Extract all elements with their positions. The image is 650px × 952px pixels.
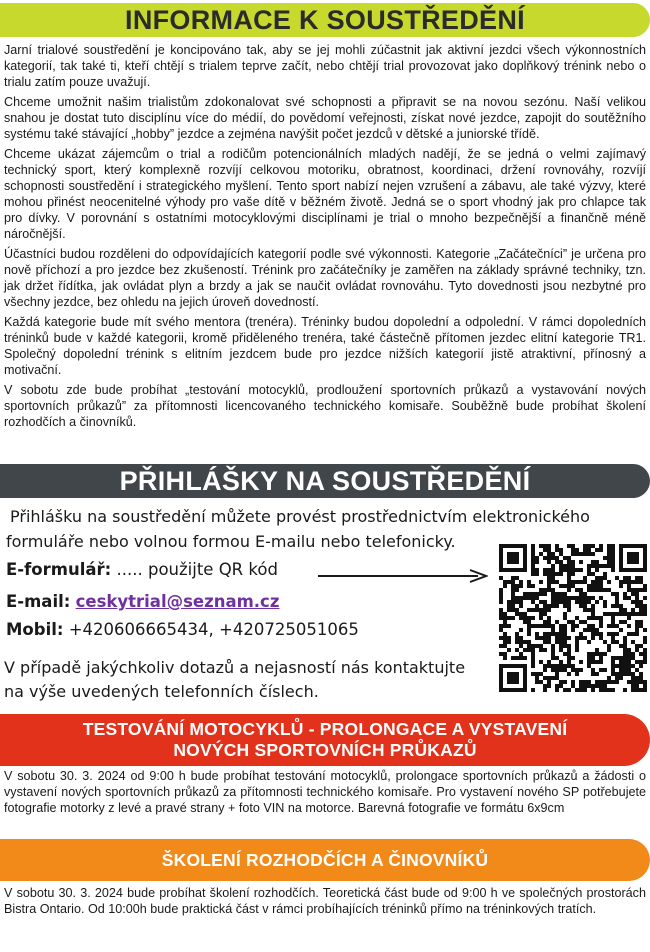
testing-title: TESTOVÁNÍ MOTOCYKLŮ - PROLONGACE A VYSTAVENÍ NOVÝCH SPORTOVNÍCH PRŮKAZŮ bbox=[82, 719, 568, 760]
testing-text: V sobotu 30. 3. 2024 od 9:00 h bude probíhat testování motocyklů, prolongace sportovních průkazů a žádosti o vystavení nových sportovních průkazů za přítomnosti technického komisaře. Pro vystavení nového SP potřebujete fotografie motorky z levé a pravé strany + foto VIN na motorce. Barevná fotografie ve formátu 6x9cm bbox=[4, 769, 646, 815]
intro-paragraph: Jarní trialové soustředění je koncipováno tak, aby se jej mohli zúčastnit jak aktivní jezdci všech výkonnostních kategorií, tak také ti, kteří chtějí s trialem teprve začít, nebo chtějí trial provozovat jako doplňkový trénink nebo o trialu zatím pouze uvažují. bbox=[4, 43, 646, 89]
qr-code-icon[interactable] bbox=[499, 544, 647, 692]
arrow-right-icon bbox=[318, 569, 488, 583]
info-banner bbox=[0, 3, 650, 37]
info-title: INFORMACE K SOUSTŘEDĚNÍ bbox=[125, 4, 525, 35]
intro-paragraph: Chceme umožnit našim trialistům zdokonalovat své schopnosti a připravit se na novou sezónu. Naší velikou snahou je dostat tuto disciplínu více do médií, do povědomí veřejnosti, získat nové jezdce, zapojit do soutěžního systému také stávající „hobby” jezdce a zejména navýšit počet jezdců v dětské a juniorské třídě. bbox=[4, 95, 646, 141]
intro-paragraph: Každá kategorie bude mít svého mentora (trenéra). Tréninky budou dopolední a odpolední. V rámci dopoledních tréninků bude v každé kategorii, kromě přiděleného trenéra, také částečně přítomen jezdec elitní kategorie TR1. Společný dopolední trénink s elitním jezdcem bude pro jezdce nižších kategorií jistě atraktivní, přínosný a motivační. bbox=[4, 315, 646, 377]
form-row bbox=[6, 560, 278, 579]
contact-section bbox=[0, 500, 650, 710]
phone-value: +420606665434, +420725051065 bbox=[68, 620, 359, 639]
note-line: V případě jakýchkoliv dotazů a nejasností nás kontaktujte bbox=[4, 658, 466, 677]
lead-line: formuláře nebo volnou formou E-mailu nebo telefonicky. bbox=[6, 532, 456, 551]
form-label: E-formulář: bbox=[6, 560, 112, 579]
lead-line: Přihlášku na soustředění můžete provést prostřednictvím elektronického bbox=[10, 507, 590, 526]
email-link[interactable]: ceskytrial@seznam.cz bbox=[75, 592, 280, 611]
training-text: V sobotu 30. 3. 2024 bude probíhat školení rozhodčích. Teoretická část bude od 9:00 h ve společných prostorách Bistra Ontario. Od 10:00h bude praktická část v rámci probíhajících tréninků přímo na tréninkových tratích. bbox=[4, 886, 646, 916]
email-label: E-mail: bbox=[6, 592, 71, 611]
email-row bbox=[6, 592, 279, 611]
intro-paragraph: Chceme ukázat zájemcům o trial a rodičům potencionálních mladých nadějí, že se jedná o velmi zajímavý technický sport, který komplexně rozvíjí celkovou motoriku, obratnost, koordinaci, držení rovnováhy, rozvíjí schopnosti soustředění i strategického myšlení. Tento sport nabízí nejen vzrušení a zábavu, ale také výzvy, které mohou přinést neocenitelné výhody pro vaše dítě v běžném životě. Jedná se o sport vhodný jak pro chlapce tak pro dívky. V porovnání s ostatními motocyklovými disciplínami je trial o mnoho bezpečnější a finančně méně náročnější. bbox=[4, 147, 646, 241]
form-value: ..... použijte QR kód bbox=[116, 560, 278, 579]
training-banner bbox=[0, 839, 650, 881]
training-title: ŠKOLENÍ ROZHODČÍCH A ČINOVNÍKŮ bbox=[161, 849, 489, 870]
phone-row bbox=[6, 620, 359, 639]
note-line: na výše uvedených telefonních číslech. bbox=[4, 682, 319, 701]
contact-note bbox=[4, 656, 465, 704]
phone-label: Mobil: bbox=[6, 620, 64, 639]
intro-paragraph: V sobotu zde bude probíhat „testování motocyklů, prodloužení sportovních průkazů a vystavování nových sportovních průkazů” za přítomnosti licencovaného technického komisaře. Souběžně bude probíhat školení rozhodčích a činovníků. bbox=[4, 383, 646, 429]
intro-text bbox=[4, 42, 646, 434]
testing-banner bbox=[0, 714, 650, 766]
registration-title: PŘIHLÁŠKY NA SOUSTŘEDĚNÍ bbox=[119, 465, 531, 496]
intro-paragraph: Účastníci budou rozděleni do odpovídajících kategorií podle své výkonnosti. Kategorie „Začátečníci” je určena pro nově příchozí a pro jezdce bez zkušeností. Trénink pro začátečníky je zaměřen na základy správné techniky, tzn. jak držet řídítka, jak ovládat plyn a brzdy a jak se naučit ovládat rovnováhu. Tyto dovednosti jsou nezbytné pro všechny jezdce, bez ohledu na jejich úroveň dovedností. bbox=[4, 247, 646, 309]
registration-banner bbox=[0, 464, 650, 498]
